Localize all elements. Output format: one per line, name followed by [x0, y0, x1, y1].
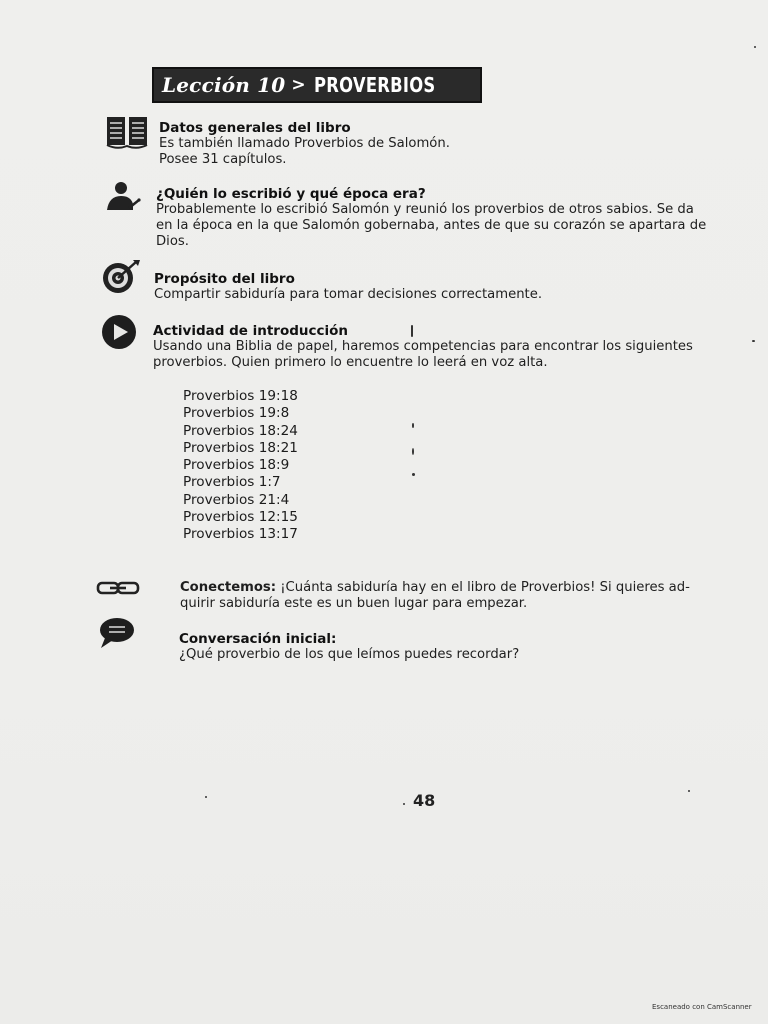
- scan-speck: [412, 423, 414, 428]
- verses-list: [183, 388, 298, 544]
- conversacion-text: ¿Qué proverbio de los que leímos puedes recordar?: [179, 647, 520, 662]
- conversacion-heading: Conversación inicial:: [179, 631, 337, 647]
- section-proposito: [154, 271, 542, 303]
- section-line: proverbios. Quien primero lo encuentre lo leerá en voz alta.: [153, 355, 548, 370]
- title-separator: >: [291, 75, 306, 95]
- section-heading: ¿Quién lo escribió y qué época era?: [156, 186, 426, 202]
- verse-item: Proverbios 1:7: [183, 474, 281, 491]
- scan-speck: [205, 796, 207, 798]
- verse-item: Proverbios 19:18: [183, 388, 298, 404]
- scan-speck: [752, 340, 755, 342]
- link-icon: [96, 580, 140, 596]
- conectemos-block: [180, 580, 690, 612]
- scanner-watermark: Escaneado con CamScanner: [652, 1003, 752, 1011]
- scan-speck: [688, 790, 690, 792]
- scan-speck: [411, 325, 413, 337]
- section-datos: [159, 120, 450, 168]
- scan-speck: [754, 46, 756, 48]
- scan-speck: [403, 803, 405, 805]
- section-line: Usando una Biblia de papel, haremos competencias para encontrar los siguientes: [153, 339, 693, 354]
- conectemos-line2: quirir sabiduría este es un buen lugar para empezar.: [180, 596, 528, 611]
- target-icon: [100, 258, 144, 296]
- section-actividad: [153, 323, 693, 371]
- section-heading: Propósito del libro: [154, 271, 295, 287]
- conectemos-text: ¡Cuánta sabiduría hay en el libro de Proverbios! Si quieres ad-: [280, 580, 690, 595]
- verse-item: Proverbios 21:4: [183, 491, 290, 508]
- book-icon: [105, 115, 149, 151]
- section-line: en la época en la que Salomón gobernaba, antes de que su corazón se apartara de: [156, 218, 707, 233]
- verse-item: Proverbios 18:9: [183, 457, 290, 474]
- lesson-title-banner: [152, 67, 482, 103]
- writer-icon: [103, 180, 143, 216]
- lesson-number: Lección 10: [162, 73, 286, 97]
- scan-speck: [412, 473, 415, 476]
- conectemos-line1: [180, 580, 690, 596]
- verse-item: Proverbios 18:21: [183, 439, 298, 456]
- verse-item: Proverbios 18:24: [183, 422, 298, 439]
- verse-item: Proverbios 13:17: [183, 526, 298, 543]
- page-number: 48: [413, 791, 436, 810]
- section-line: Compartir sabiduría para tomar decisiones correctamente.: [154, 287, 543, 302]
- section-line: Es también llamado Proverbios de Salomón.: [159, 136, 450, 151]
- section-line: Dios.: [156, 234, 189, 249]
- play-icon: [100, 313, 140, 351]
- speech-bubble-icon: [97, 616, 137, 650]
- scan-speck: [412, 448, 414, 455]
- conectemos-label: Conectemos:: [180, 580, 277, 595]
- section-line: Posee 31 capítulos.: [159, 152, 287, 167]
- section-heading: Actividad de introducción: [153, 323, 349, 339]
- verse-item: Proverbios 12:15: [183, 509, 298, 526]
- section-line: Probablemente lo escribió Salomón y reunió los proverbios de otros sabios. Se da: [156, 202, 694, 217]
- section-quien: [156, 186, 706, 250]
- section-heading: Datos generales del libro: [159, 120, 351, 136]
- verse-item: Proverbios 19:8: [183, 405, 290, 422]
- lesson-topic: PROVERBIOS: [313, 73, 436, 97]
- conversacion-block: [179, 631, 519, 663]
